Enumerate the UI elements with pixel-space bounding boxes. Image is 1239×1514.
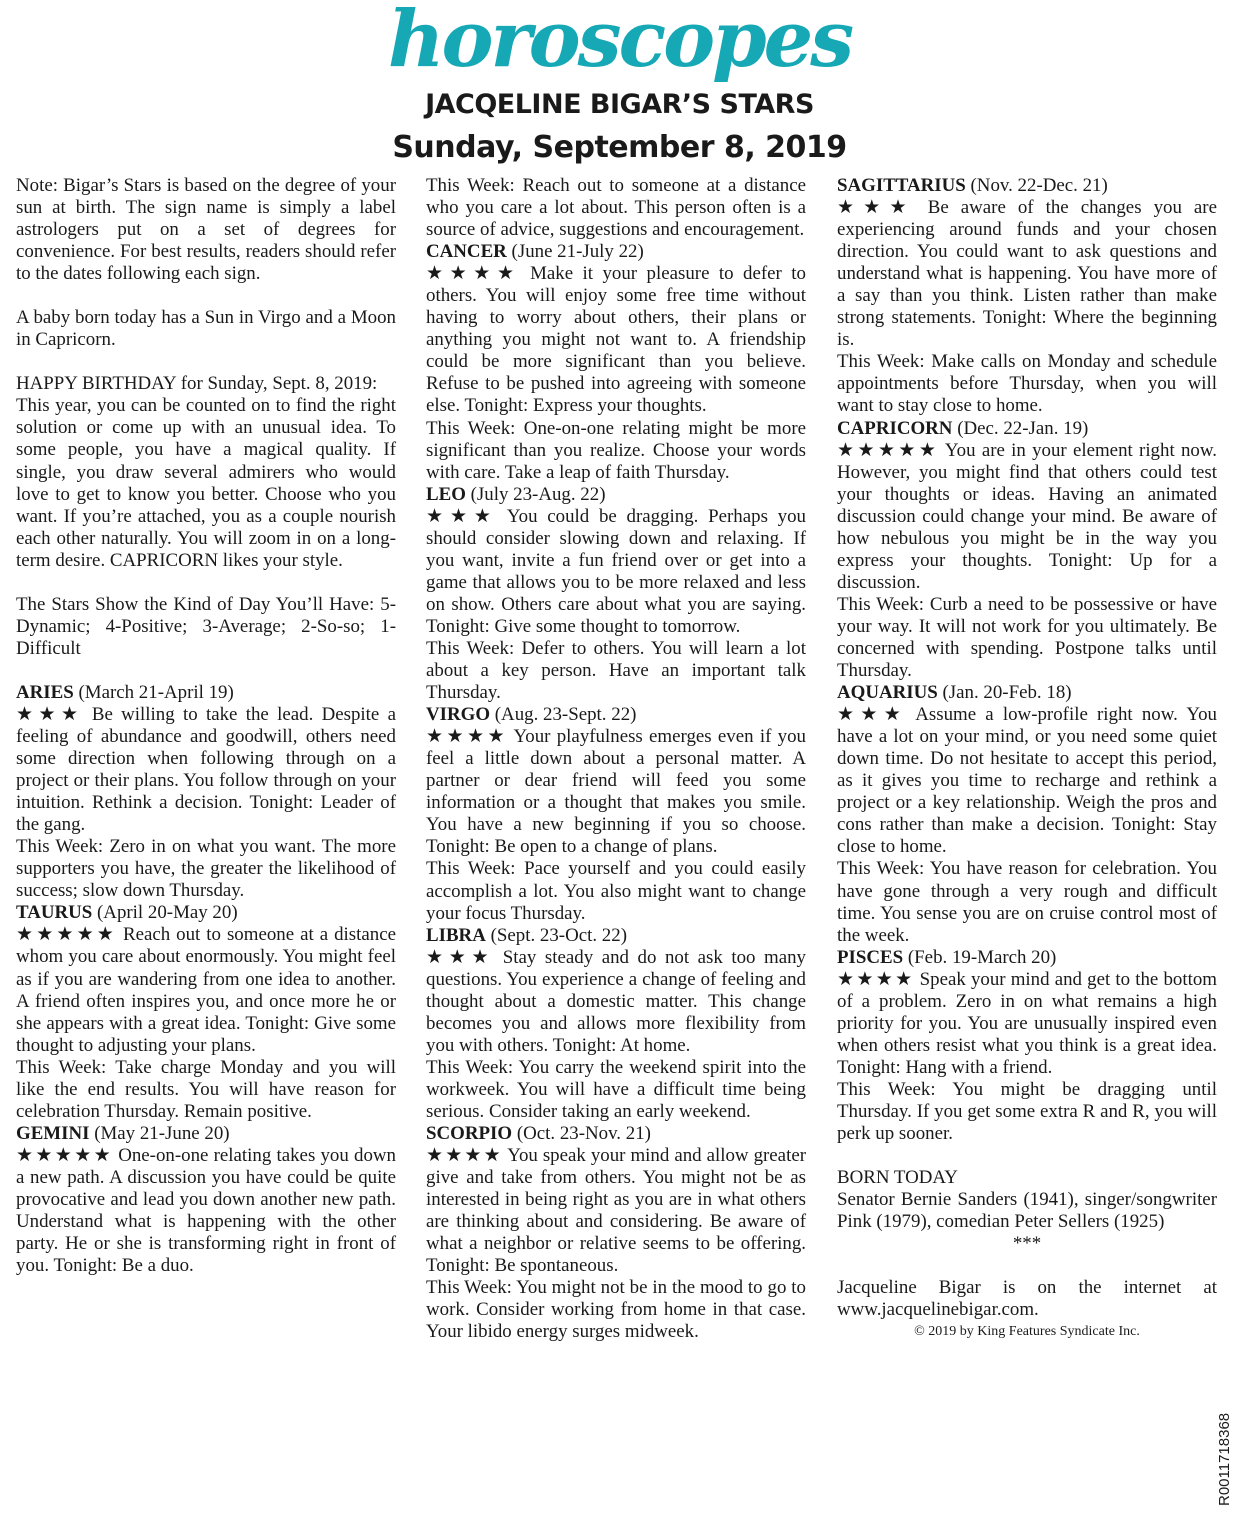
sign-dates: (March 21-April 19) <box>78 681 234 703</box>
forecast-aries <box>16 704 396 836</box>
baby-born-today: A baby born today has a Sun in Virgo and a Moon in Capricorn. <box>16 307 396 351</box>
sign-dates: (Jan. 20-Feb. 18) <box>942 682 1072 704</box>
forecast-pisces <box>837 969 1217 1079</box>
forecast-leo <box>426 506 806 638</box>
forecast-scorpio <box>426 1145 806 1277</box>
week-pisces: This Week: You might be dragging until Thursday. If you get some extra R and R, you will perk up sooner. <box>837 1078 1217 1145</box>
star-rating: ★★★★★ <box>16 924 117 946</box>
copyright: © 2019 by King Features Syndicate Inc. <box>914 1324 1140 1340</box>
column-3 <box>837 175 1217 1343</box>
sign-name: CAPRICORN <box>837 417 953 439</box>
week-virgo: This Week: Pace yourself and you could easily accomplish a lot. You also might want to change your focus Thursday. <box>426 858 806 924</box>
column-byline: JACQELINE BIGAR’S STARS <box>425 89 814 120</box>
sign-dates: (Aug. 23-Sept. 22) <box>494 704 637 726</box>
birthday-text: This year, you can be counted on to find the right solution or come up with an unusual idea. To some people, you have a magical quality. If single, you draw several admirers who would love to get to know you better. Choose who you want. If you’re attached, you as a couple nourish each other naturally. You will zoom in on a long-term desire. CAPRICORN likes your style. <box>16 395 396 571</box>
week-capricorn: This Week: Curb a need to be possessive or have your way. It will not work for you ultimately. Be concerned with spending. Postpone talks until Thursday. <box>837 593 1217 682</box>
sign-dates: (May 21-June 20) <box>94 1122 230 1144</box>
star-rating: ★★★ <box>16 703 84 725</box>
star-rating: ★★★ <box>837 704 908 726</box>
birthday-heading: HAPPY BIRTHDAY for Sunday, Sept. 8, 2019: <box>16 373 378 395</box>
star-rating: ★★★★ <box>426 1145 503 1167</box>
sign-name: VIRGO <box>426 704 491 726</box>
forecast-text: You could be dragging. Perhaps you should consider slowing down and relaxing. If you want, invite a fun friend over or get into a game that allows you to be more relaxed and less on show. Others care about what you are saying. Tonight: Give some thought to tomorrow. <box>426 505 806 637</box>
star-rating: ★★★★ <box>426 726 508 748</box>
sign-dates: (Feb. 19-March 20) <box>907 946 1057 968</box>
forecast-gemini <box>16 1145 396 1277</box>
sign-header-scorpio <box>426 1123 806 1145</box>
born-today-text: Senator Bernie Sanders (1941), singer/songwriter Pink (1979), comedian Peter Sellers (1925) <box>837 1189 1217 1233</box>
author-website: Jacqueline Bigar is on the internet at www.jacquelinebigar.com. <box>837 1277 1217 1321</box>
forecast-text: Assume a low-profile right now. You have a lot on your mind, or you need some quiet down time. Do not hesitate to accept this period, as it gives you time to recharge and rethink a project or a key relationship. Weigh the pros and cons rather than make a decision. Tonight: Stay close to home. <box>837 704 1217 858</box>
star-scale: The Stars Show the Kind of Day You’ll Have: 5-Dynamic; 4-Positive; 3-Average; 2-So-so; 1-Difficult <box>16 593 396 659</box>
star-rating: ★★★★ <box>837 968 915 990</box>
sign-dates: (July 23-Aug. 22) <box>470 483 606 505</box>
forecast-aquarius <box>837 704 1217 858</box>
sign-dates: (June 21-July 22) <box>511 241 644 263</box>
sign-header-libra <box>426 925 806 947</box>
sign-header-virgo <box>426 704 806 726</box>
forecast-text: Stay steady and do not ask too many questions. You experience a change of feeling and thought about a domestic matter. This change becomes you and allows more flexibility from you with others. Tonight: At home. <box>426 946 806 1056</box>
week-libra: This Week: You carry the weekend spirit into the workweek. You will have a difficult time being serious. Consider taking an early weekend. <box>426 1056 806 1122</box>
star-rating: ★★★ <box>426 946 495 968</box>
intro-note: Note: Bigar’s Stars is based on the degree of your sun at birth. The sign name is simply a label astrologers put on a set of degrees for convenience. For best results, readers should refer to the dates following each sign. <box>16 175 396 285</box>
sign-name: TAURUS <box>16 902 93 924</box>
forecast-text: One-on-one relating takes you down a new path. A discussion you have could be quite provocative and lead you down another new path. Understand what is happening with the other party. He or she is transforming right in front of you. Tonight: Be a duo. <box>16 1144 396 1277</box>
forecast-cancer <box>426 263 806 417</box>
star-rating: ★★★★★ <box>16 1144 113 1166</box>
horoscopes-logo: horoscopes <box>387 0 852 85</box>
forecast-taurus <box>16 924 396 1056</box>
week-cancer: This Week: One-on-one relating might be more significant than you realize. Choose your words with care. Take a leap of faith Thursday. <box>426 417 806 483</box>
forecast-sagittarius <box>837 197 1217 351</box>
sign-header-leo <box>426 484 806 506</box>
sign-dates: (Nov. 22-Dec. 21) <box>970 175 1108 196</box>
sign-dates: (Oct. 23-Nov. 21) <box>516 1123 651 1145</box>
sign-name: CANCER <box>426 241 507 263</box>
sign-header-aries <box>16 682 396 704</box>
publication-date: Sunday, September 8, 2019 <box>392 130 847 165</box>
forecast-text: Your playfulness emerges even if you feel a little down about a personal matter. A partner or dear friend will feed you some information or a thought that makes you smile. You have a new beginning if you so choose. Tonight: Be open to a change of plans. <box>426 726 806 858</box>
separator: *** <box>1012 1233 1042 1255</box>
sign-name: PISCES <box>837 946 904 968</box>
forecast-virgo <box>426 726 806 858</box>
sign-name: LIBRA <box>426 924 486 946</box>
sign-name: LEO <box>426 483 466 505</box>
column-2 <box>426 175 806 1343</box>
sign-header-cancer <box>426 241 806 263</box>
column-1 <box>16 175 396 1277</box>
sign-name: AQUARIUS <box>837 682 938 704</box>
sign-name: ARIES <box>16 681 74 703</box>
week-taurus: This Week: Take charge Monday and you will like the end results. You will have reason for celebration Thursday. Remain positive. <box>16 1056 396 1122</box>
forecast-text: Speak your mind and get to the bottom of a problem. Zero in on what remains a high priority for you. You are unusually inspired even when others resist what you think is a great idea. Tonight: Hang with a friend. <box>837 968 1217 1078</box>
sign-name: SCORPIO <box>426 1123 513 1145</box>
week-scorpio: This Week: You might not be in the mood to go to work. Consider working from home in that case. Your libido energy surges midweek. <box>426 1277 806 1343</box>
sign-name: SAGITTARIUS <box>837 175 966 196</box>
ad-code: R0011718368 <box>1216 1412 1233 1506</box>
week-aries: This Week: Zero in on what you want. The more supporters you have, the greater the likelihood of success; slow down Thursday. <box>16 836 396 902</box>
sign-header-aquarius <box>837 682 1217 704</box>
forecast-capricorn <box>837 440 1217 594</box>
week-sagittarius: This Week: Make calls on Monday and schedule appointments before Thursday, when you will want to stay close to home. <box>837 351 1217 417</box>
forecast-text: Reach out to someone at a distance whom you care about enormously. You might feel as if you are wandering from one idea to another. A friend often inspires you, and once more he or she appears with a great idea. Tonight: Give some thought to adjusting your plans. <box>16 924 396 1056</box>
sign-dates: (Dec. 22-Jan. 19) <box>957 417 1089 439</box>
born-today-heading: BORN TODAY <box>837 1167 958 1189</box>
week-aquarius: This Week: You have reason for celebration. You have gone through a very rough and difficult time. You sense you are on cruise control most of the week. <box>837 858 1217 946</box>
star-rating: ★★★★★ <box>837 439 940 461</box>
sign-header-capricorn <box>837 418 1217 440</box>
week-leo: This Week: Defer to others. You will learn a lot about a key person. Have an important talk Thursday. <box>426 637 806 704</box>
forecast-text: You speak your mind and allow greater give and take from others. You might not be as interested in being right as you are in what others are thinking about and considering. Be aware of what a neighbor or relative seems to be offering. Tonight: Be spontaneous. <box>426 1145 806 1277</box>
star-rating: ★★★ <box>426 505 498 527</box>
sign-header-taurus <box>16 902 396 924</box>
forecast-text: Be willing to take the lead. Despite a feeling of abundance and goodwill, others need some direction when following through on a project or their plans. You follow through on your intuition. Rethink a decision. Tonight: Leader of the gang. <box>16 703 396 836</box>
week-gemini: This Week: Reach out to someone at a distance who you care a lot about. This person often is a source of advice, suggestions and encouragement. <box>426 175 806 241</box>
sign-name: GEMINI <box>16 1122 90 1144</box>
sign-header-gemini <box>16 1123 396 1145</box>
sign-dates: (April 20-May 20) <box>97 902 238 924</box>
star-rating: ★★★★ <box>426 263 521 285</box>
forecast-text: Make it your pleasure to defer to others. You will enjoy some free time without having to worry about others, their plans or anything you might not want to. A friendship could be more significant than you believe. Refuse to be pushed into agreeing with someone else. Tonight: Express your thoughts. <box>426 263 806 417</box>
forecast-text: Be aware of the changes you are experiencing around funds and your chosen direction. You could want to ask questions and understand what is happening. You have more of a say than you think. Listen rather than make strong statements. Tonight: Where the beginning is. <box>837 197 1217 351</box>
sign-header-pisces <box>837 947 1217 969</box>
star-rating: ★★★ <box>837 197 916 219</box>
forecast-libra <box>426 947 806 1057</box>
forecast-text: You are in your element right now. However, you might find that others could test your thoughts or ideas. Having an animated discussion could change your mind. Be aware of how nebulous you might be in the way you express your thoughts. Tonight: Up for a discussion. <box>837 439 1217 593</box>
sign-dates: (Sept. 23-Oct. 22) <box>490 924 627 946</box>
sign-header-sagittarius <box>837 175 1217 197</box>
